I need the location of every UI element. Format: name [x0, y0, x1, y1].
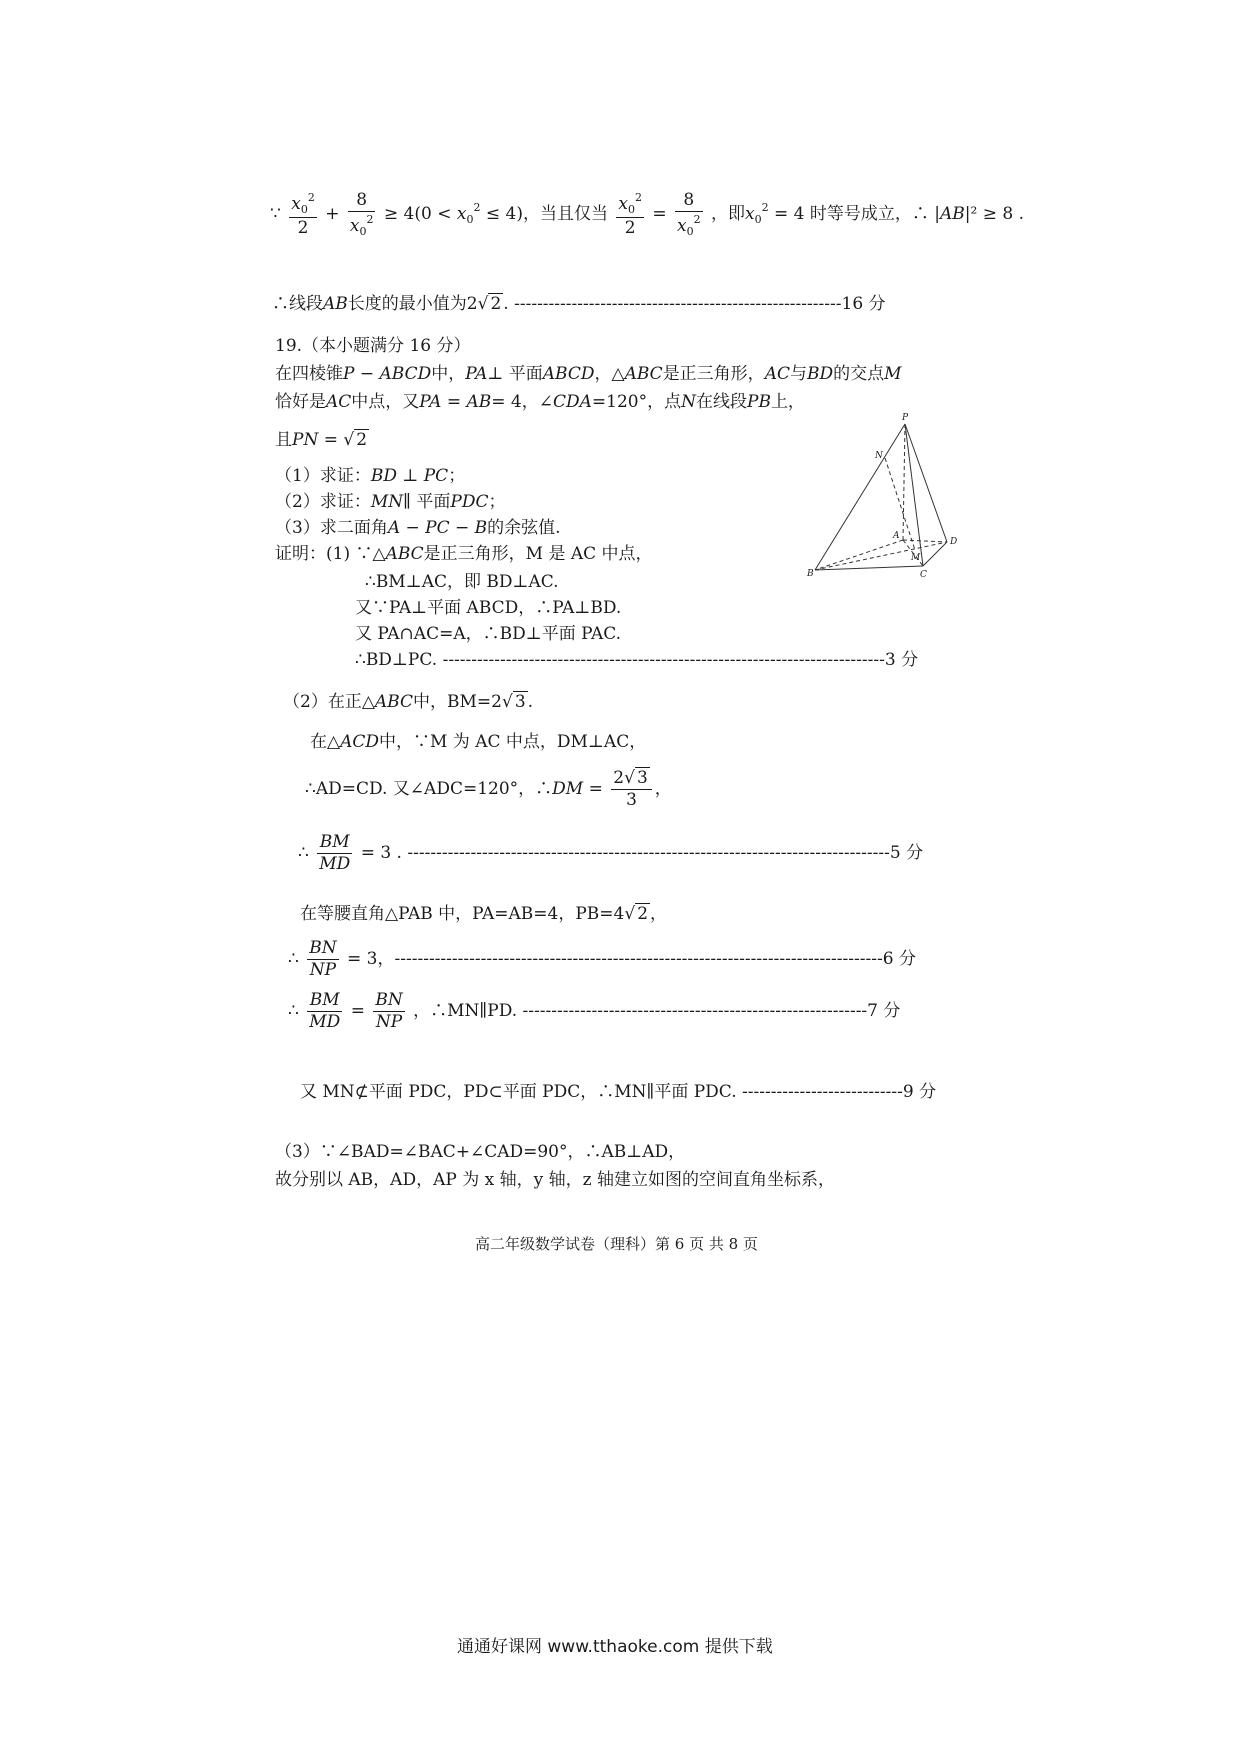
- proof-1-line-4: 又 PA∩AC=A，∴BD⊥平面 PAC.: [355, 624, 622, 644]
- proof-2-line-3: ∴AD=CD. 又∠ADC=120°，∴DM = $\frac{2√ 3}{3}$ ，: [305, 768, 672, 810]
- proof-1-line-5: ∴BD⊥PC. -----------------------------------------------------------------------------3 分: [355, 650, 919, 670]
- proof-2-line-8: 又 MN⊄平面 PDC，PD⊂平面 PDC，∴MN∥平面 PDC. ----------------------------9 分: [300, 1082, 937, 1102]
- label-d: D: [950, 537, 958, 547]
- proof-2-line-2: 在△ACD中，∵M 为 AC 中点，DM⊥AC，: [310, 732, 647, 752]
- seg-mn: [885, 458, 915, 550]
- proof-3-line-1: （3）∵∠BAD=∠BAC+∠CAD=90°，∴AB⊥AD，: [275, 1142, 686, 1162]
- proof-2-line-7: ∴ $\frac{BM}{MD}$ = $\frac{BN}{NP}$ ，∴MN∥PD. ------------------------------------------------------------7 分: [288, 990, 901, 1032]
- edge-cd: [923, 542, 947, 566]
- label-a: A: [893, 531, 900, 541]
- page-footer: 高二年级数学试卷（理科）第 6 页 共 8 页: [475, 1235, 758, 1253]
- problem-19-stmt-3: 且PN = √ 2: [275, 430, 368, 450]
- proof-2-line-1: （2）在正△ABC中，BM=2√ 3 .: [283, 692, 534, 712]
- question-3: （3）求二面角A − PC − B的余弦值.: [275, 518, 561, 538]
- proof-2-line-4: ∴ $\frac{BM}{MD}$ = 3 . ------------------------------------------------------------------------------------5 分: [298, 832, 924, 874]
- proof-1-line-3: 又∵PA⊥平面 ABCD，∴PA⊥BD.: [355, 598, 622, 618]
- proof-1-line-2: ∴BM⊥AC，即 BD⊥AC.: [365, 572, 559, 592]
- problem-19-stmt-1: 在四棱锥P − ABCD中，PA⊥ 平面ABCD，△ABC是正三角形，AC与BD的交点M: [275, 364, 902, 384]
- label-c: C: [920, 570, 927, 580]
- label-b: B: [807, 569, 814, 579]
- edge-pa: [903, 424, 905, 540]
- proof-2-line-5: 在等腰直角△PAB 中，PA=AB=4，PB=4√ 2 ，: [300, 904, 668, 924]
- label-m: M: [911, 553, 921, 563]
- label-n: N: [875, 451, 883, 461]
- question-2: （2）求证：MN∥ 平面PDC；: [275, 492, 506, 512]
- edge-ab: [815, 540, 903, 570]
- proof-3-line-2: 故分别以 AB，AD，AP 为 x 轴，y 轴，z 轴建立如图的空间直角坐标系，: [275, 1170, 835, 1190]
- download-credit: 通通好课网 www.tthaoke.com 提供下载: [457, 1637, 773, 1657]
- proof-1-line-1: 证明：(1) ∵△ABC是正三角形，M 是 AC 中点，: [275, 544, 653, 564]
- edge-pd: [905, 424, 947, 542]
- diag-bd: [815, 542, 947, 570]
- proof-2-line-6: ∴ $\frac{BN}{NP}$ = 3，-------------------------------------------------------------------------------------6 分: [288, 938, 916, 980]
- edge-pb: [815, 424, 905, 570]
- line-2-min-length: ∴线段AB长度的最小值为2√ 2 . ---------------------------------------------------------16 分: [272, 294, 886, 314]
- problem-19-stmt-2: 恰好是AC中点，又PA = AB= 4，∠CDA=120°，点N在线段PB上，: [275, 392, 805, 412]
- edge-pc: [905, 424, 923, 566]
- problem-19-header: 19.（本小题满分 16 分）: [275, 336, 471, 356]
- label-p: P: [902, 413, 909, 423]
- line-1-inequality: ∵ $\frac{x_0^2}{2}$ + $\frac{8}{x_0^2}$ ≥ $4(0 < x_0^2 \le 4)$，当且仅当 $\frac{x_0^2}{2}$ = $\frac{8}{x_0^2}$ ，即$x_0^2 = 4$ 时等号成立，∴ |AB|² ≥ 8 .: [270, 190, 1025, 238]
- pyramid-figure: [805, 410, 965, 580]
- question-1: （1）求证：BD ⊥ PC；: [275, 466, 466, 486]
- edge-ad: [903, 540, 947, 542]
